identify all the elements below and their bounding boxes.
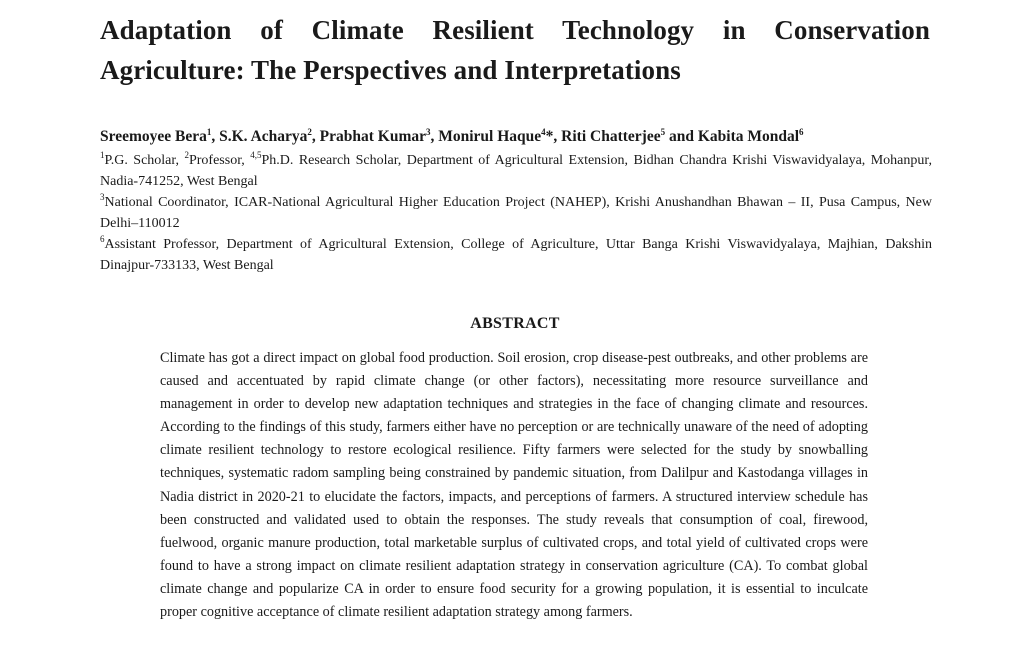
author-affiliation-mark: 2 — [307, 127, 312, 137]
author-affiliation-mark: 1 — [206, 127, 212, 137]
abstract-heading: ABSTRACT — [470, 315, 560, 332]
affiliation-list — [100, 150, 932, 276]
affiliation: $^3$National Coordinator, ICAR-National Agricultural Higher Education Project (NAHEP), Krishi Anushandhan Bhawan – II, Pusa Campus, New Delhi–110012 — [100, 192, 932, 231]
author-list — [100, 126, 938, 148]
author-affiliation-mark: 6 — [799, 127, 804, 137]
affiliation: $^6$Assistant Professor, Department of Agricultural Extension, College of Agriculture, Uttar Banga Krishi Viswavidyalaya, Majhian, Dakshin Dinajpur-733133, West Bengal — [100, 234, 932, 273]
abstract-text: Climate has got a direct impact on global food production. Soil erosion, crop disease-pest outbreaks, and other problems are caused and accentuated by rapid climate change (or other factors), necessitating more resource surveillance and management in order to develop new adaptation techniques and strategies in the face of changing climate and resources. According to the findings of this study, farmers either have no perception or are technically unaware of the need of adopting climate resilient technology to restore ecological resilience. Fifty farmers were selected for the study by snowballing techniques, systematic radom sampling being constrained by pandemic situation, from Dalilpur and Kastodanga villages in Nadia district in 2020-21 to elucidate the factors, impacts, and perceptions of farmers. A structured interview schedule has been constructed and validated used to obtain the responses. The study reveals that consumption of coal, firewood, fuelwood, organic manure production, total marketable surplus of cultivated crops, and total yield of cultivated crops were found to have a strong impact on climate resilient adaptation strategy in conservation agriculture (CA). To combat global climate change and popularize CA in order to ensure food security for a growing population, it is essential to inculcate proper cognitive acceptance of climate resilient adaptation strategy among farmers. — [160, 350, 868, 621]
author: Kabita Mondal$^6$ — [697, 127, 804, 145]
author: Monirul Haque$^4$*, — [438, 127, 562, 145]
author-affiliation-mark: 5 — [660, 127, 666, 137]
author-affiliation-mark: 3 — [426, 127, 431, 137]
author: Sreemoyee Bera$^1$, — [100, 127, 220, 145]
author-affiliation-mark: 4 — [541, 127, 546, 137]
affiliation: $^1$P.G. Scholar, $^2$Professor, $^{4,5}$Ph.D. Research Scholar, Department of Agricultural Extension, Bidhan Chandra Krishi Viswavidyalaya, Mohanpur, Nadia-741252, West Bengal — [100, 150, 932, 189]
author: S.K. Acharya$^2$, — [219, 127, 320, 145]
paper-title: Adaptation of Climate Resilient Technology in Conservation Agriculture: The Perspectives and Interpretations — [100, 15, 930, 85]
author: Prabhat Kumar$^3$, — [319, 127, 439, 145]
corresponding-author-mark: * — [545, 128, 554, 145]
author: Riti Chatterjee$^5$ and — [561, 127, 698, 145]
